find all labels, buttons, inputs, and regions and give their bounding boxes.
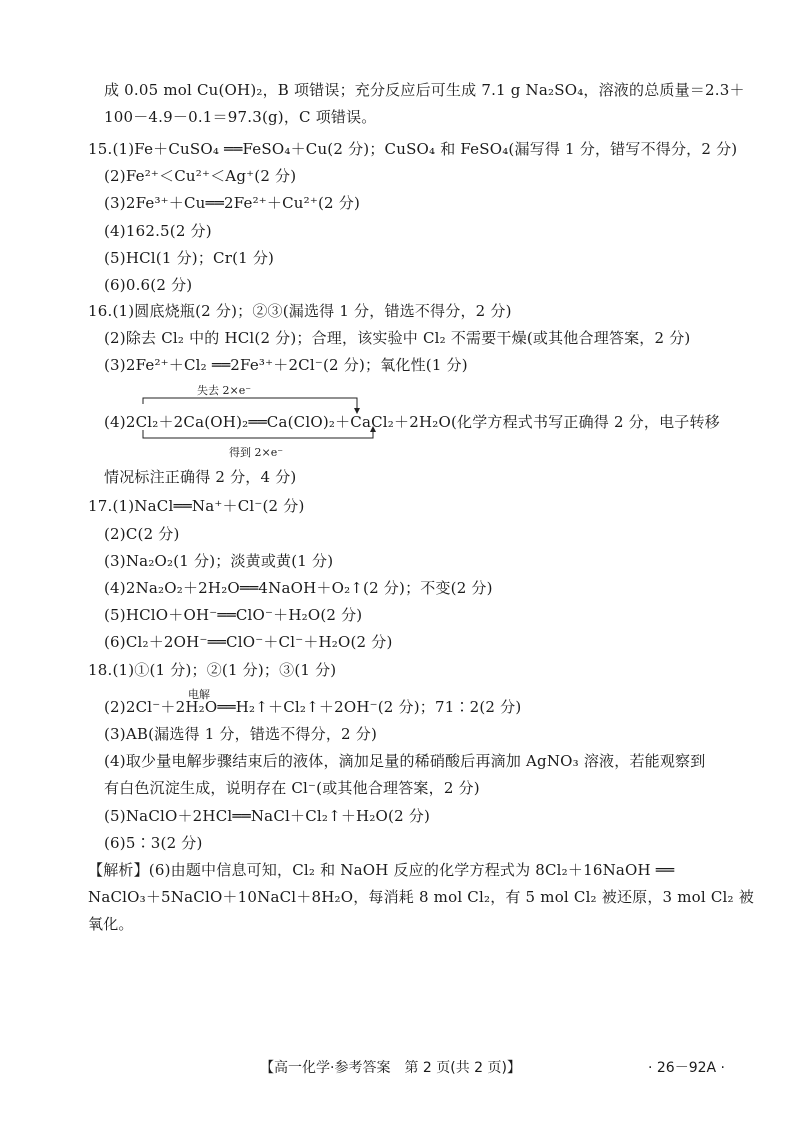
- q17-line: (3)Na₂O₂(1 分)；淡黄或黄(1 分): [104, 552, 334, 570]
- q18-line: (2)2Cl⁻＋2H₂O══H₂↑＋Cl₂↑＋2OH⁻(2 分)；71∶2(2 分): [104, 698, 522, 716]
- q16-line: (2)除去 Cl₂ 中的 HCl(2 分)；合理，该实验中 Cl₂ 不需要干燥(或其他合理答案，2 分): [104, 329, 691, 347]
- q17-line: (4)2Na₂O₂＋2H₂O══4NaOH＋O₂↑(2 分)；不变(2 分): [104, 579, 493, 597]
- q17-line: (5)HClO＋OH⁻══ClO⁻＋H₂O(2 分): [104, 606, 363, 624]
- electron-gained-label: 得到 2×e⁻: [229, 446, 284, 459]
- q17-line: 17.(1)NaCl══Na⁺＋Cl⁻(2 分): [88, 497, 305, 515]
- analysis-line: NaClO₃＋5NaClO＋10NaCl＋8H₂O，每消耗 8 mol Cl₂，有 5 mol Cl₂ 被还原，3 mol Cl₂ 被: [88, 888, 754, 906]
- page-footer: 【高一化学·参考答案 第 2 页(共 2 页)】: [260, 1060, 521, 1076]
- q15-line: (2)Fe²⁺＜Cu²⁺＜Ag⁺(2 分): [104, 167, 297, 185]
- q18-line: 18.(1)①(1 分)；②(1 分)；③(1 分): [88, 661, 337, 679]
- text-line: 100－4.9－0.1＝97.3(g)，C 项错误。: [104, 108, 377, 126]
- q17-line: (6)Cl₂＋2OH⁻══ClO⁻＋Cl⁻＋H₂O(2 分): [104, 633, 393, 651]
- q15-line: (3)2Fe³⁺＋Cu══2Fe²⁺＋Cu²⁺(2 分): [104, 194, 361, 212]
- q18-line: 有白色沉淀生成，说明存在 Cl⁻(或其他合理答案，2 分): [104, 779, 480, 797]
- q18-line: (6)5∶3(2 分): [104, 834, 203, 852]
- electron-transfer-arrows: [0, 0, 800, 480]
- q16-line: (4)2Cl₂＋2Ca(OH)₂══Ca(ClO)₂＋CaCl₂＋2H₂O(化学方程式书写正确得 2 分，电子转移: [104, 413, 720, 431]
- q18-line: (4)取少量电解步骤结束后的液体，滴加足量的稀硝酸后再滴加 AgNO₃ 溶液，若能观察到: [104, 752, 706, 770]
- q15-line: (5)HCl(1 分)；Cr(1 分): [104, 249, 275, 267]
- analysis-line: 【解析】(6)由题中信息可知，Cl₂ 和 NaOH 反应的化学方程式为 8Cl₂＋16NaOH ══: [88, 861, 675, 879]
- q16-line: 16.(1)圆底烧瓶(2 分)；②③(漏选得 1 分，错选不得分，2 分): [88, 302, 512, 320]
- q15-line: (6)0.6(2 分): [104, 276, 193, 294]
- electron-lost-label: 失去 2×e⁻: [197, 384, 252, 397]
- q17-line: (2)C(2 分): [104, 525, 180, 543]
- text-line: 成 0.05 mol Cu(OH)₂，B 项错误；充分反应后可生成 7.1 g Na₂SO₄，溶液的总质量＝2.3＋: [104, 81, 745, 99]
- q16-line: (3)2Fe²⁺＋Cl₂ ══2Fe³⁺＋2Cl⁻(2 分)；氧化性(1 分): [104, 356, 468, 374]
- q15-line: 15.(1)Fe＋CuSO₄ ══FeSO₄＋Cu(2 分)；CuSO₄ 和 FeSO₄(漏写得 1 分，错写不得分，2 分): [88, 140, 738, 158]
- page-code: · 26－92A ·: [648, 1060, 726, 1076]
- q15-line: (4)162.5(2 分): [104, 222, 212, 240]
- q18-line: (3)AB(漏选得 1 分，错选不得分，2 分): [104, 725, 377, 743]
- q16-line: 情况标注正确得 2 分，4 分): [104, 468, 297, 486]
- analysis-line: 氧化。: [88, 915, 134, 933]
- electrolysis-label: 电解: [188, 688, 210, 701]
- q18-line: (5)NaClO＋2HCl══NaCl＋Cl₂↑＋H₂O(2 分): [104, 807, 431, 825]
